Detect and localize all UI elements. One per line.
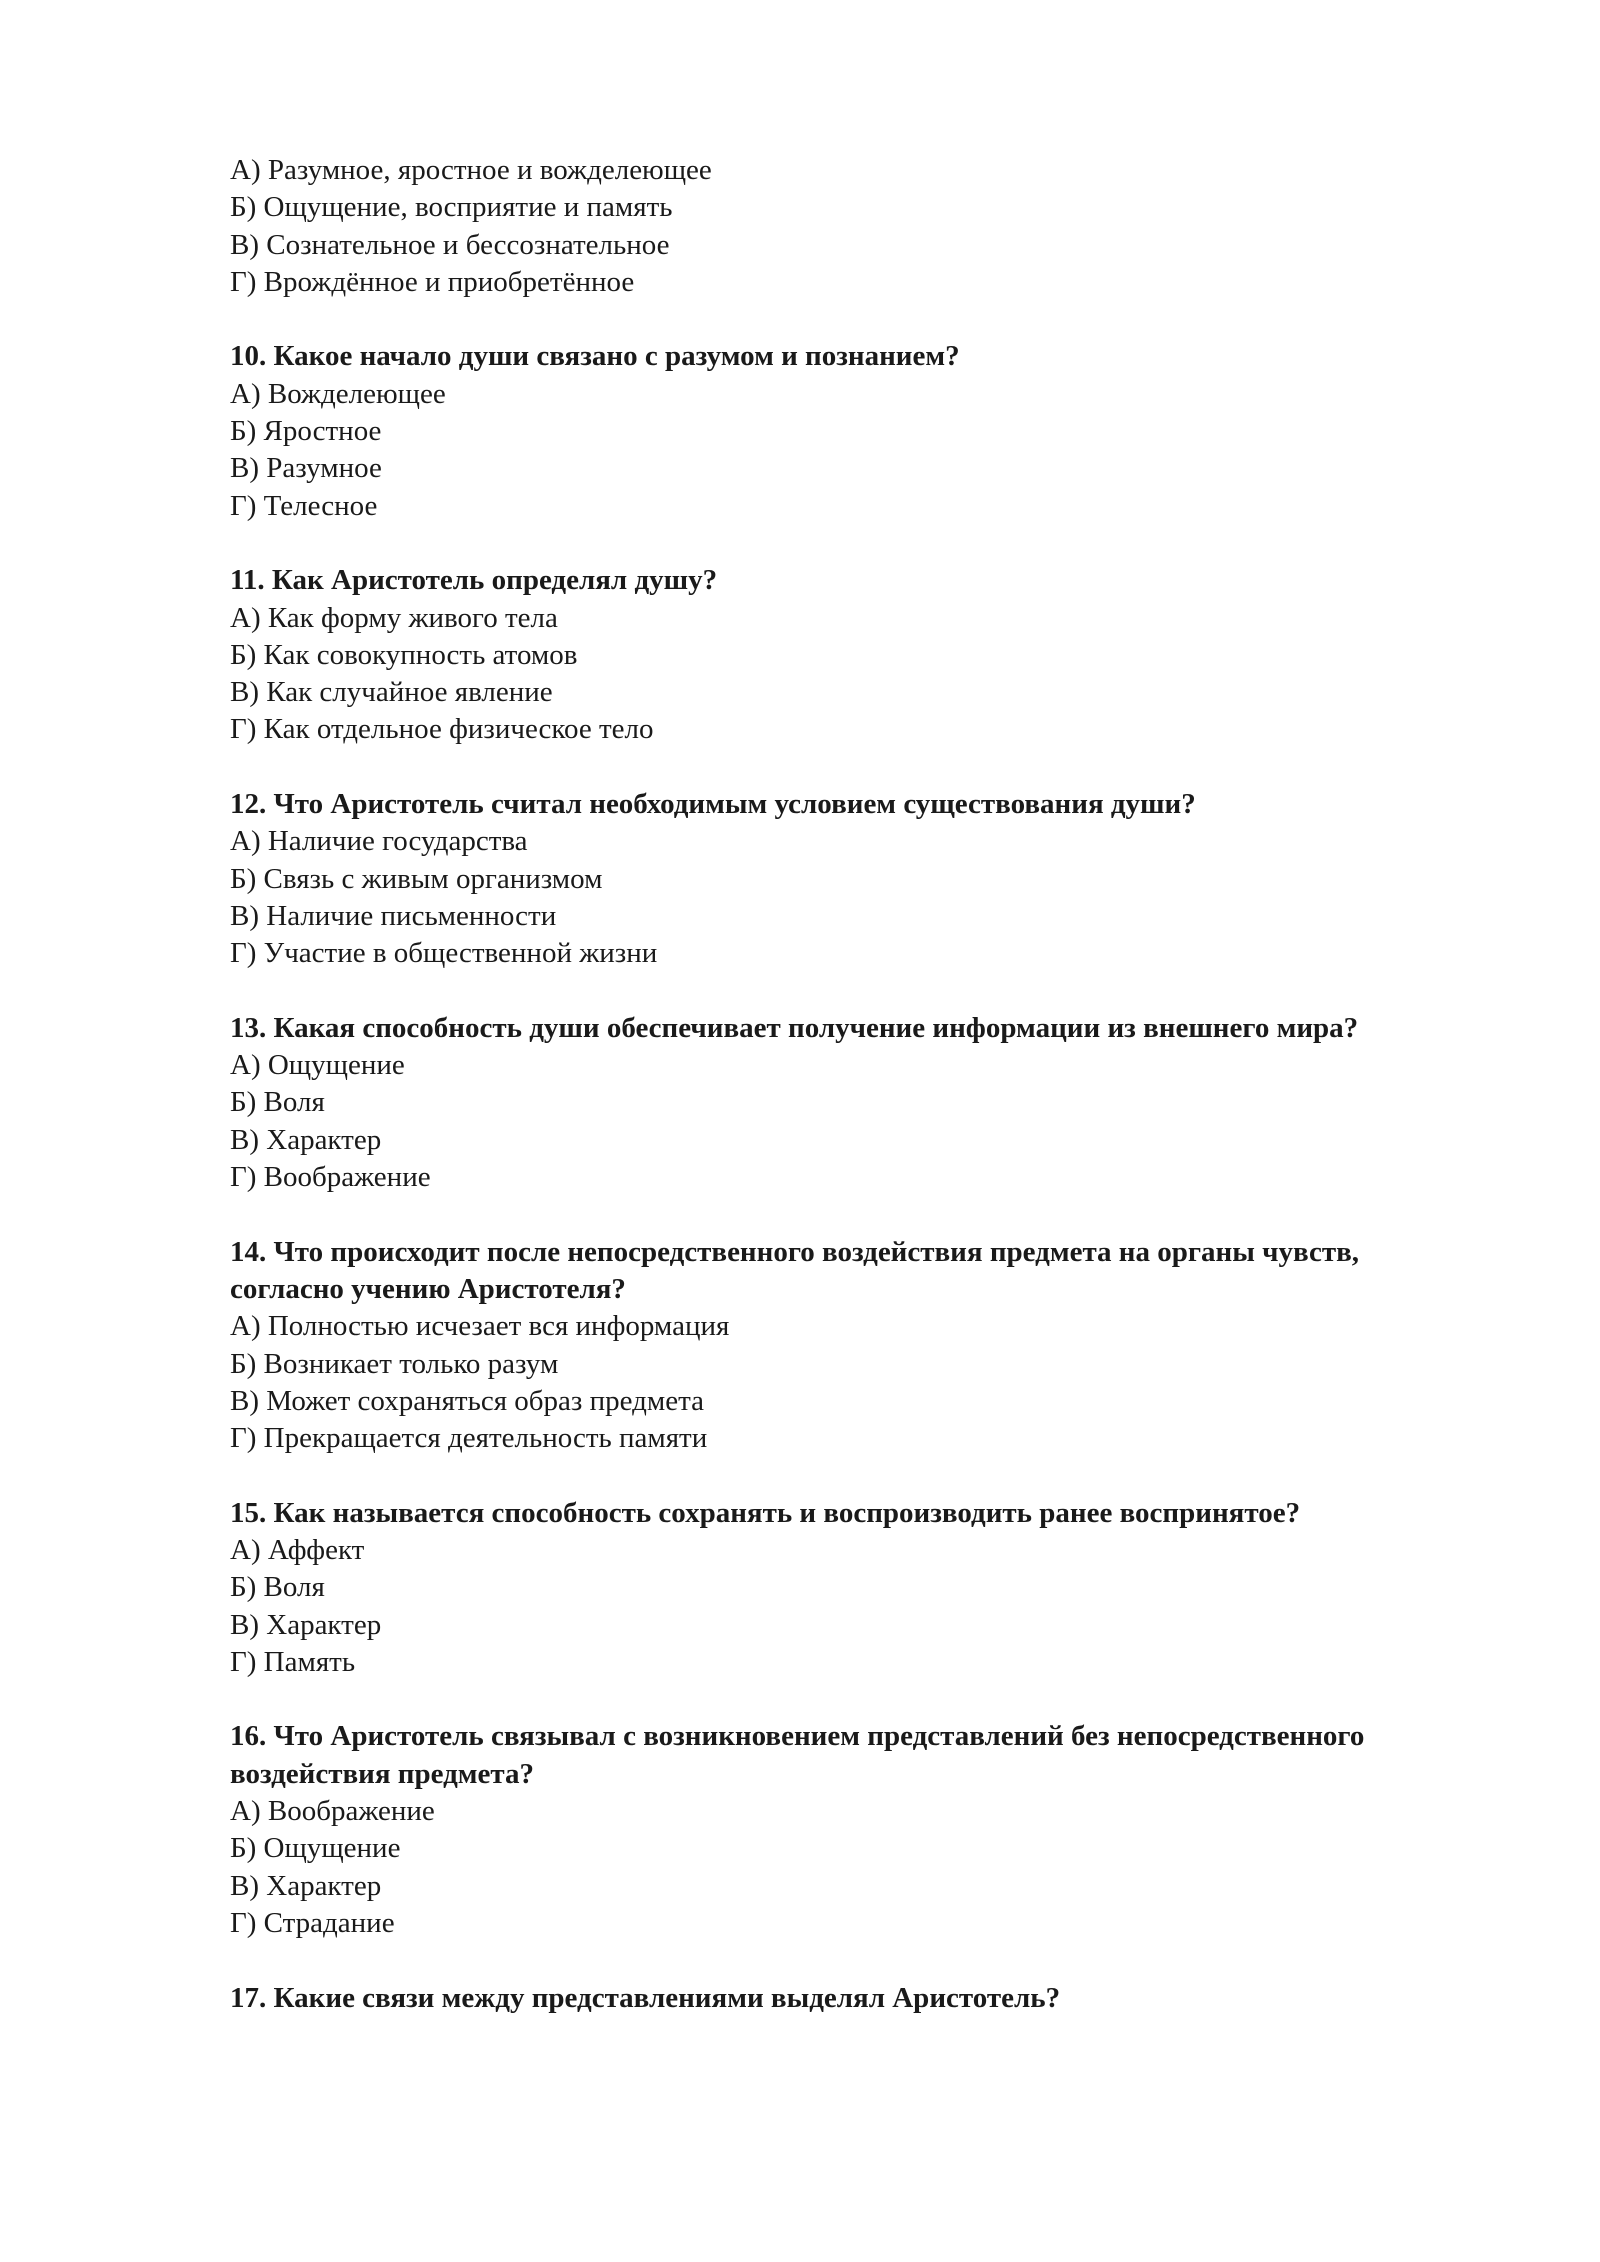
answer-option: Б) Ощущение, восприятие и память [230, 191, 673, 224]
answer-list-continued [230, 152, 1460, 301]
question-12 [230, 786, 1460, 972]
question-title: 17. Какие связи между представлениями выделял Аристотель? [230, 1981, 1061, 2014]
answer-option: А) Разумное, яростное и вожделеющее [230, 154, 712, 186]
question-title: 12. Что Аристотель считал необходимым условием существования души? [230, 788, 1196, 821]
answer-option: А) Полностью исчезает вся информация [230, 1310, 730, 1343]
answer-option: Б) Ощущение [230, 1832, 401, 1865]
question-title: 14. Что происходит после непосредственного воздействия предмета на органы чувств, согласно учению Аристотеля? [230, 1235, 1360, 1305]
answer-option: Г) Врождённое и приобретённое [230, 265, 635, 298]
question-title: 13. Какая способность души обеспечивает получение информации из внешнего мира? [230, 1011, 1359, 1044]
question-10 [230, 338, 1460, 524]
answer-option: Б) Яростное [230, 415, 382, 448]
answer-option: В) Наличие письменности [230, 899, 557, 932]
answer-option: Б) Воля [230, 1086, 325, 1119]
question-13 [230, 1010, 1460, 1196]
question-16 [230, 1718, 1460, 1942]
question-title: 16. Что Аристотель связывал с возникновением представлений без непосредственного воздействия предмета? [230, 1720, 1365, 1790]
answer-option: В) Характер [230, 1869, 382, 1902]
answer-option: В) Может сохраняться образ предмета [230, 1384, 704, 1417]
answer-option: Б) Связь с живым организмом [230, 862, 603, 895]
answer-option: Г) Страдание [230, 1906, 395, 1939]
answer-option: Г) Участие в общественной жизни [230, 937, 658, 970]
answer-option: В) Разумное [230, 452, 382, 485]
answer-option: А) Как форму живого тела [230, 601, 558, 634]
answer-option: А) Вожделеющее [230, 377, 446, 410]
answer-option: А) Аффект [230, 1533, 365, 1566]
answer-option: А) Воображение [230, 1795, 435, 1828]
question-title: 10. Какое начало души связано с разумом и познанием? [230, 340, 960, 373]
question-14 [230, 1234, 1460, 1458]
question-17 [230, 1980, 1460, 2017]
answer-option: Б) Как совокупность атомов [230, 638, 578, 671]
answer-option: Г) Телесное [230, 489, 378, 522]
answer-option: Г) Память [230, 1645, 356, 1678]
answer-option: В) Как случайное явление [230, 676, 553, 709]
question-11 [230, 562, 1460, 748]
answer-option: Б) Воля [230, 1571, 325, 1604]
answer-option: А) Ощущение [230, 1049, 405, 1082]
answer-option: Г) Воображение [230, 1161, 431, 1194]
question-title: 15. Как называется способность сохранять и воспроизводить ранее воспринятое? [230, 1496, 1301, 1529]
answer-option: Г) Прекращается деятельность памяти [230, 1422, 708, 1455]
answer-option: В) Характер [230, 1123, 382, 1156]
answer-option: В) Сознательное и бессознательное [230, 228, 670, 261]
question-title: 11. Как Аристотель определял душу? [230, 564, 718, 597]
answer-option: А) Наличие государства [230, 825, 528, 858]
document-page [230, 152, 1460, 2017]
answer-option: В) Характер [230, 1608, 382, 1641]
answer-option: Б) Возникает только разум [230, 1347, 559, 1380]
answer-option: Г) Как отдельное физическое тело [230, 713, 654, 746]
question-15 [230, 1495, 1460, 1681]
